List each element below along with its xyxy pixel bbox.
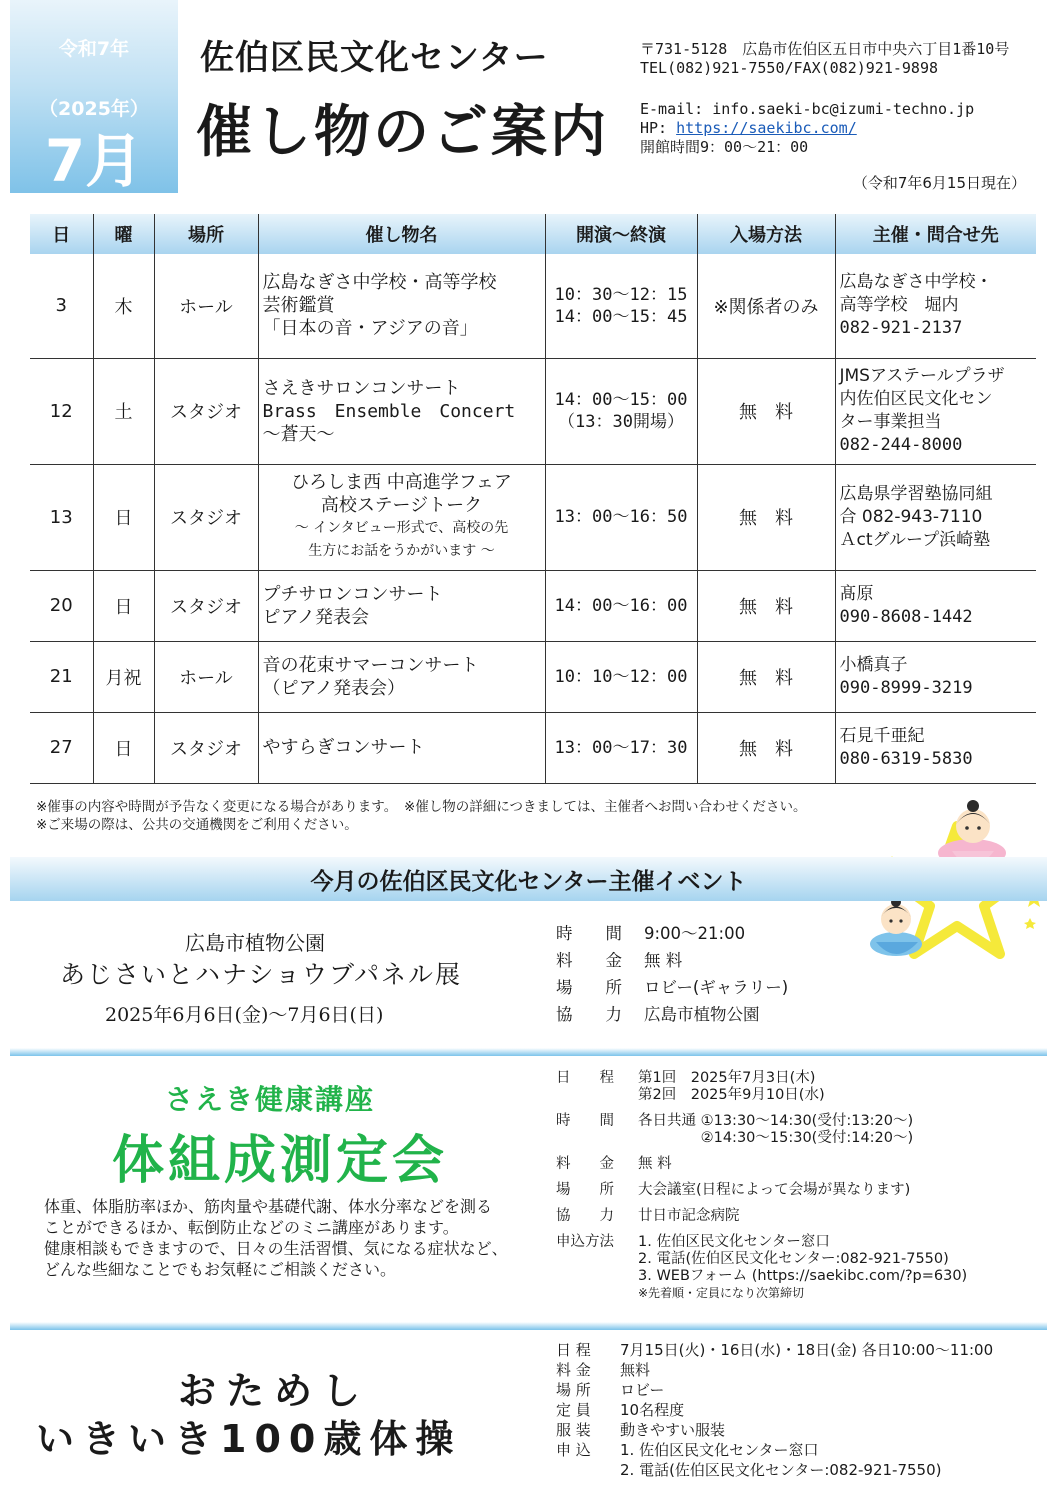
cell-place: スタジオ — [154, 570, 258, 641]
title-line: さえきサロンコンサート — [262, 377, 461, 399]
detail-key: 服 装 — [556, 1421, 591, 1439]
header-title: 催し物名 — [258, 214, 545, 254]
detail-key: 申込方法 — [556, 1234, 614, 1250]
homepage — [640, 119, 1009, 138]
title-line: 高校ステージトーク — [320, 495, 483, 516]
detail-key — [556, 1460, 620, 1480]
detail-row — [556, 1440, 993, 1460]
cell-title — [258, 358, 545, 464]
cell-dow: 日 — [93, 464, 154, 570]
health-description — [44, 1196, 534, 1280]
exercise-details — [556, 1340, 993, 1480]
cell-title — [258, 570, 545, 641]
section-divider — [10, 1322, 1047, 1330]
detail-row — [556, 1420, 993, 1440]
detail-key: 申 込 — [556, 1441, 591, 1459]
cell-admission: 無 料 — [697, 570, 835, 641]
cell-title — [258, 254, 545, 358]
exercise-title-line2: いきいき100歳体操 — [36, 1417, 462, 1461]
header-dow: 曜 — [93, 214, 154, 254]
cell-admission: ※関係者のみ — [697, 254, 835, 358]
detail-key: 協 力 — [556, 1208, 614, 1224]
detail-value — [638, 1156, 672, 1173]
detail-value: 9:00～21:00 — [644, 924, 746, 943]
contact-line: 080-6319-5830 — [839, 748, 973, 769]
value-line: 第1回 2025年7月3日(木) — [638, 1070, 816, 1086]
title-line: （ピアノ発表会） — [262, 677, 406, 699]
cell-place: スタジオ — [154, 358, 258, 464]
cell-dow: 日 — [93, 712, 154, 783]
deadline-note: ※先着順・定員になり次第締切 — [638, 1286, 805, 1300]
detail-row — [556, 1001, 788, 1028]
cell-dow: 木 — [93, 254, 154, 358]
cell-contact — [835, 358, 1036, 464]
cell-dow: 月祝 — [93, 641, 154, 712]
cell-contact — [835, 254, 1036, 358]
contact-line: 090-8608-1442 — [839, 606, 973, 627]
contact-line: 内佐伯区民文化セン — [839, 389, 993, 409]
month-badge — [10, 0, 178, 193]
cell-title — [258, 641, 545, 712]
title-line: やすらぎコンサート — [262, 737, 425, 758]
header-place: 場所 — [154, 214, 258, 254]
detail-key: 料 金 — [556, 1156, 614, 1172]
header-day: 日 — [30, 214, 93, 254]
detail-value: 無料 — [620, 1361, 651, 1379]
cell-title — [258, 712, 545, 783]
contact-line: 090-8999-3219 — [839, 677, 973, 698]
detail-value — [638, 1113, 913, 1147]
detail-row — [556, 1360, 993, 1380]
value-line: 各日共通 ①13:30～14:30(受付:13:20～) — [638, 1113, 914, 1129]
cell-day: 12 — [30, 358, 93, 464]
detail-value: 動きやすい服装 — [620, 1421, 726, 1439]
health-details — [556, 1070, 967, 1311]
value-line: 廿日市記念病院 — [638, 1208, 740, 1224]
cell-dow: 日 — [93, 570, 154, 641]
month-label: 7月 — [44, 127, 144, 195]
contact-line: 広島県学習塾協同組 — [839, 483, 993, 504]
cell-dow: 土 — [93, 358, 154, 464]
time-line: （13：30開場） — [558, 412, 684, 432]
detail-row — [556, 974, 788, 1001]
year-label: （2025年） — [39, 98, 149, 120]
contact-line: 合 082-943-7110 — [839, 506, 983, 527]
detail-value — [638, 1234, 967, 1302]
detail-key: 時 間 — [556, 924, 622, 943]
time-line: 10：10～12：00 — [554, 666, 688, 687]
exhibition-organizer: 広島市植物公園 — [185, 931, 325, 955]
center-name: 佐伯区民文化センター — [200, 38, 549, 78]
cell-contact — [835, 464, 1036, 570]
table-header-row — [30, 214, 1036, 254]
title-line: 音の花束サマーコンサート — [262, 654, 479, 676]
section-banner: 今月の佐伯区民文化センター主催イベント — [10, 857, 1047, 901]
page-title: 催し物のご案内 — [196, 100, 609, 165]
contact-line: 082-244-8000 — [839, 435, 963, 455]
hp-link[interactable]: https://saekibc.com/ — [676, 119, 857, 137]
cell-admission: 無 料 — [697, 641, 835, 712]
value-line: 大会議室(日程によって会場が異なります) — [638, 1182, 911, 1198]
detail-key: 場 所 — [556, 978, 622, 997]
description-line: ことができるほか、転倒防止などのミニ講座があります。 — [44, 1218, 459, 1237]
health-subtitle: さえき健康講座 — [165, 1083, 376, 1116]
detail-key: 場 所 — [556, 1182, 614, 1198]
contact-line: 石見千亜紀 — [839, 725, 925, 746]
detail-row — [556, 1156, 967, 1173]
exhibition-dates: 2025年6月6日(金)～7月6日(日) — [105, 1004, 384, 1026]
detail-key: 料 金 — [556, 951, 622, 970]
hikoboshi-icon — [870, 897, 922, 956]
cell-title — [258, 464, 545, 570]
notes — [36, 798, 807, 834]
exercise-title-line1: おためし — [178, 1369, 371, 1413]
detail-key: 場 所 — [556, 1381, 591, 1399]
detail-row — [556, 947, 788, 974]
title-line: 広島なぎさ中学校・高等学校 — [262, 272, 497, 294]
table-row — [30, 712, 1036, 783]
description-line: どんな些細なことでもお気軽にご相談ください。 — [44, 1260, 397, 1279]
cell-place: スタジオ — [154, 464, 258, 570]
detail-key: 定 員 — [556, 1401, 591, 1419]
title-line: 生方にお話をうかがいます ～ — [308, 543, 495, 559]
detail-row — [556, 1208, 967, 1225]
cell-admission: 無 料 — [697, 712, 835, 783]
detail-row — [556, 1234, 967, 1302]
contact-line: 高等学校 堀内 — [839, 295, 959, 316]
section-divider — [10, 1048, 1047, 1056]
cell-contact — [835, 570, 1036, 641]
detail-row — [556, 1340, 993, 1360]
title-line: ピアノ発表会 — [262, 606, 370, 628]
detail-value — [638, 1182, 910, 1199]
cell-admission: 無 料 — [697, 358, 835, 464]
cell-day: 13 — [30, 464, 93, 570]
cell-contact — [835, 712, 1036, 783]
value-line: 無 料 — [638, 1156, 672, 1172]
table-row — [30, 254, 1036, 358]
contact-info — [640, 40, 1009, 157]
detail-value: ロビー — [620, 1381, 665, 1399]
cell-time — [545, 358, 697, 464]
note-line: ※催事の内容や時間が予告なく変更になる場合があります。 ※催し物の詳細につきましては、主催者へお問い合わせください。 — [36, 799, 807, 815]
detail-value: 無 料 — [644, 951, 683, 970]
note-line: ※ご来場の際は、公共の交通機関をご利用ください。 — [36, 817, 358, 833]
cell-contact — [835, 641, 1036, 712]
table-row — [30, 570, 1036, 641]
contact-line: 髙原 — [839, 583, 874, 604]
hp-label: HP: — [640, 119, 677, 137]
exhibition-title: あじさいとハナショウブパネル展 — [60, 960, 463, 989]
detail-key: 日 程 — [556, 1070, 614, 1086]
cell-time — [545, 254, 697, 358]
cell-day: 3 — [30, 254, 93, 358]
detail-key: 時 間 — [556, 1113, 614, 1129]
cell-time — [545, 641, 697, 712]
time-line: 10：30～12：15 — [554, 284, 688, 305]
detail-row — [556, 920, 788, 947]
title-line: ひろしま西 中高進学フェア — [291, 472, 512, 493]
detail-key: 料 金 — [556, 1361, 591, 1379]
as-of-date: （令和7年6月15日現在） — [852, 174, 1026, 192]
tel-fax: TEL(082)921-7550/FAX(082)921-9898 — [640, 59, 939, 77]
cell-time — [545, 570, 697, 641]
detail-row — [556, 1113, 967, 1147]
value-line: 第2回 2025年9月10日(水) — [638, 1087, 825, 1103]
cell-place: ホール — [154, 641, 258, 712]
address: 〒731-5128 広島市佐伯区五日市中央六丁目1番10号 — [640, 40, 1010, 58]
time-line: 13：00～17：30 — [554, 737, 688, 758]
header-contact: 主催・問合せ先 — [835, 214, 1036, 254]
contact-line: ター事業担当 — [839, 412, 942, 432]
description-line: 体重、体脂肪率ほか、筋肉量や基礎代謝、体水分率などを測る — [44, 1197, 493, 1216]
contact-line: Ａctグループ浜崎塾 — [839, 529, 991, 550]
cell-day: 20 — [30, 570, 93, 641]
cell-day: 21 — [30, 641, 93, 712]
title-line: プチサロンコンサート — [262, 583, 443, 605]
detail-value: 2. 電話(佐伯区民文化センター:082-921-7550) — [620, 1461, 942, 1479]
detail-value: 広島市植物公園 — [644, 1005, 760, 1024]
time-line: 14：00～16：00 — [554, 595, 688, 616]
cell-day: 27 — [30, 712, 93, 783]
health-title: 体組成測定会 — [112, 1131, 449, 1191]
cell-place: ホール — [154, 254, 258, 358]
detail-key: 日 程 — [556, 1341, 591, 1359]
cell-time — [545, 712, 697, 783]
detail-value: 1. 佐伯区民文化センター窓口 — [620, 1441, 819, 1459]
table-row — [30, 358, 1036, 464]
cell-place: スタジオ — [154, 712, 258, 783]
contact-line: 小橋真子 — [839, 654, 908, 675]
detail-row — [556, 1400, 993, 1420]
detail-value — [638, 1208, 740, 1225]
value-line: 2. 電話(佐伯区民文化センター:082-921-7550) — [638, 1251, 949, 1267]
exhibition-details — [556, 920, 788, 1028]
table-row — [30, 641, 1036, 712]
title-line: 芸術鑑賞 — [262, 295, 335, 317]
value-line: 1. 佐伯区民文化センター窓口 — [638, 1234, 830, 1250]
header-time: 開演～終演 — [545, 214, 697, 254]
title-line: ～蒼天～ — [262, 423, 335, 445]
contact-line: 082-921-2137 — [839, 318, 963, 339]
contact-line: 広島なぎさ中学校・ — [839, 272, 993, 293]
detail-key: 協 力 — [556, 1005, 622, 1024]
header-admission: 入場方法 — [697, 214, 835, 254]
time-line: 14：00～15：45 — [554, 306, 688, 327]
value-line: ②14:30～15:30(受付:14:20～) — [638, 1130, 914, 1146]
title-line: 「日本の音・アジアの音」 — [262, 318, 478, 340]
detail-value: 7月15日(火)・16日(水)・18日(金) 各日10:00～11:00 — [620, 1341, 994, 1359]
description-line: 健康相談もできますので、日々の生活習慣、気になる症状など、 — [44, 1239, 508, 1258]
detail-value — [638, 1070, 825, 1104]
detail-row — [556, 1070, 967, 1104]
contact-line: JMSアステールプラザ — [839, 366, 1005, 386]
events-table — [30, 214, 1036, 784]
detail-row — [556, 1460, 993, 1480]
email: E-mail: info.saeki-bc@izumi-techno.jp — [640, 100, 975, 118]
opening-hours: 開館時間9：00～21：00 — [640, 138, 809, 156]
time-line: 14：00～15：00 — [554, 390, 688, 410]
detail-value: ロビー(ギャラリー) — [644, 978, 789, 997]
detail-row — [556, 1380, 993, 1400]
title-line: ～ インタビュー形式で、高校の先 — [294, 520, 509, 536]
detail-row — [556, 1182, 967, 1199]
value-line: 3. WEBフォーム (https://saekibc.com/?p=630) — [638, 1268, 968, 1284]
title-line: Brass Ensemble Concert — [262, 400, 516, 422]
cell-time — [545, 464, 697, 570]
detail-value: 10名程度 — [620, 1401, 685, 1419]
cell-admission: 無 料 — [697, 464, 835, 570]
table-row — [30, 464, 1036, 570]
time-line: 13：00～16：50 — [554, 507, 688, 527]
era-label: 令和7年 — [58, 38, 130, 60]
